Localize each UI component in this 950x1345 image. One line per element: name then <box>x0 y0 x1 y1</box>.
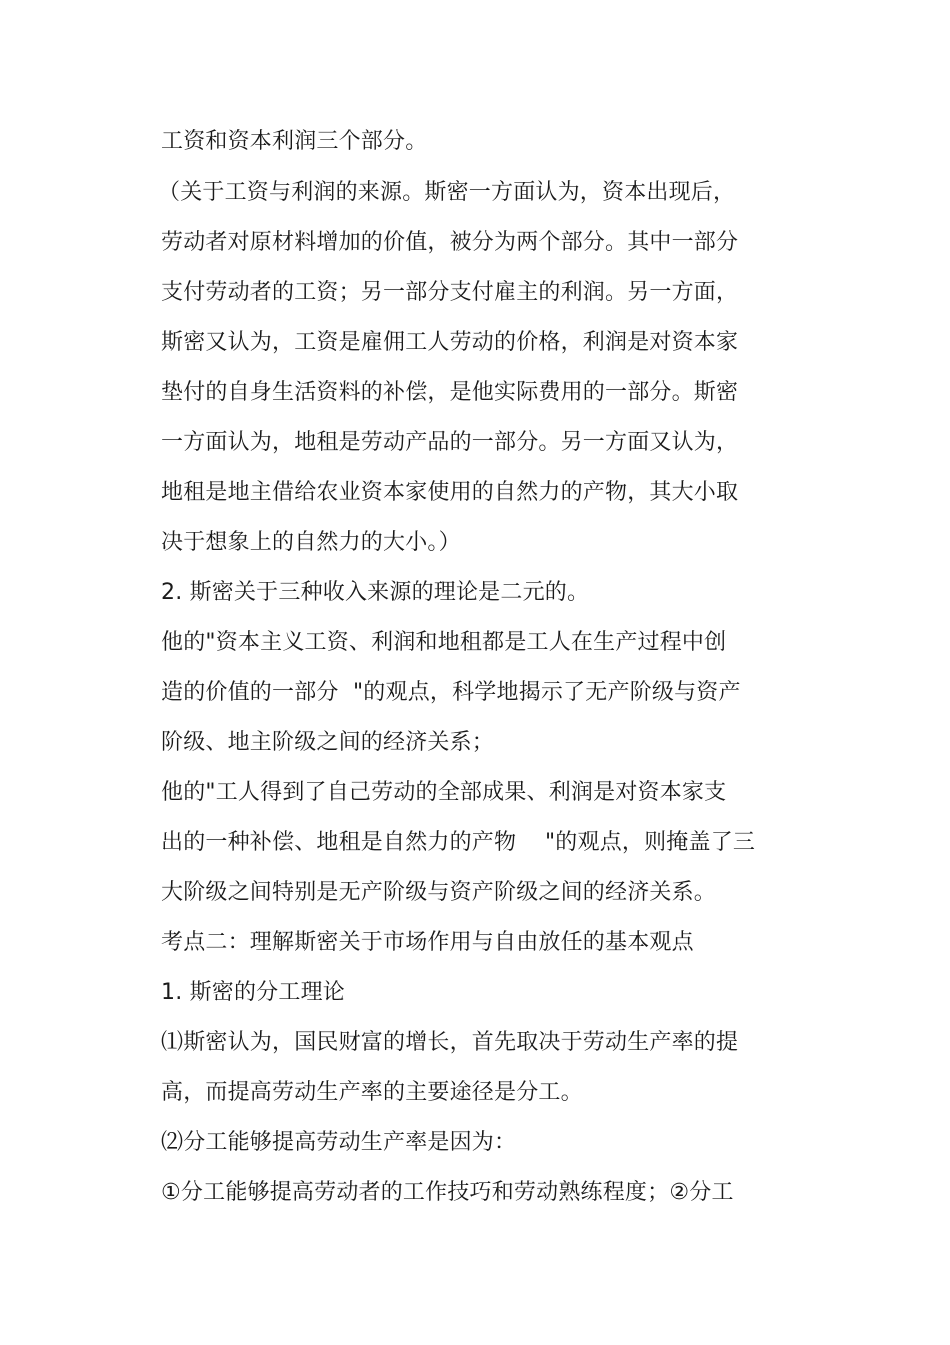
text-line: 他的"工人得到了自己劳动的全部成果、利润是对资本家支 <box>161 780 727 805</box>
text-line: 决于想象上的自然力的大小。） <box>161 530 461 555</box>
section-heading: 考点二：理解斯密关于市场作用与自由放任的基本观点 <box>161 930 694 955</box>
text-line: 高，而提高劳动生产率的主要途径是分工。 <box>161 1080 583 1105</box>
text-line: 地租是地主借给农业资本家使用的自然力的产物，其大小取 <box>161 480 739 505</box>
text-line: ⑵分工能够提高劳动生产率是因为： <box>161 1130 517 1155</box>
text-line: 斯密又认为，工资是雇佣工人劳动的价格，利润是对资本家 <box>161 330 739 355</box>
text-line: 一方面认为，地租是劳动产品的一部分。另一方面又认为， <box>161 430 739 455</box>
text-line: 大阶级之间特别是无产阶级与资产阶级之间的经济关系。 <box>161 880 717 905</box>
text-line: 劳动者对原材料增加的价值，被分为两个部分。其中一部分 <box>161 230 739 255</box>
text-line: ⑴斯密认为，国民财富的增长，首先取决于劳动生产率的提 <box>161 1030 739 1055</box>
text-line: （关于工资与利润的来源。斯密一方面认为，资本出现后， <box>158 180 736 205</box>
text-line: 造的价值的一部分 "的观点，科学地揭示了无产阶级与资产 <box>161 680 741 705</box>
subsection-heading: 1. 斯密的分工理论 <box>161 980 345 1005</box>
text-line: 出的一种补偿、地租是自然力的产物 "的观点，则掩盖了三 <box>161 830 756 855</box>
text-line: 他的"资本主义工资、利润和地租都是工人在生产过程中创 <box>161 630 727 655</box>
section-heading: 2. 斯密关于三种收入来源的理论是二元的。 <box>161 580 590 605</box>
text-line: 阶级、地主阶级之间的经济关系； <box>161 730 495 755</box>
text-line: 工资和资本利润三个部分。 <box>161 129 428 154</box>
text-line: 支付劳动者的工资；另一部分支付雇主的利润。另一方面， <box>161 280 739 305</box>
text-line: ①分工能够提高劳动者的工作技巧和劳动熟练程度；②分工 <box>161 1180 734 1205</box>
text-line: 垫付的自身生活资料的补偿，是他实际费用的一部分。斯密 <box>161 380 739 405</box>
